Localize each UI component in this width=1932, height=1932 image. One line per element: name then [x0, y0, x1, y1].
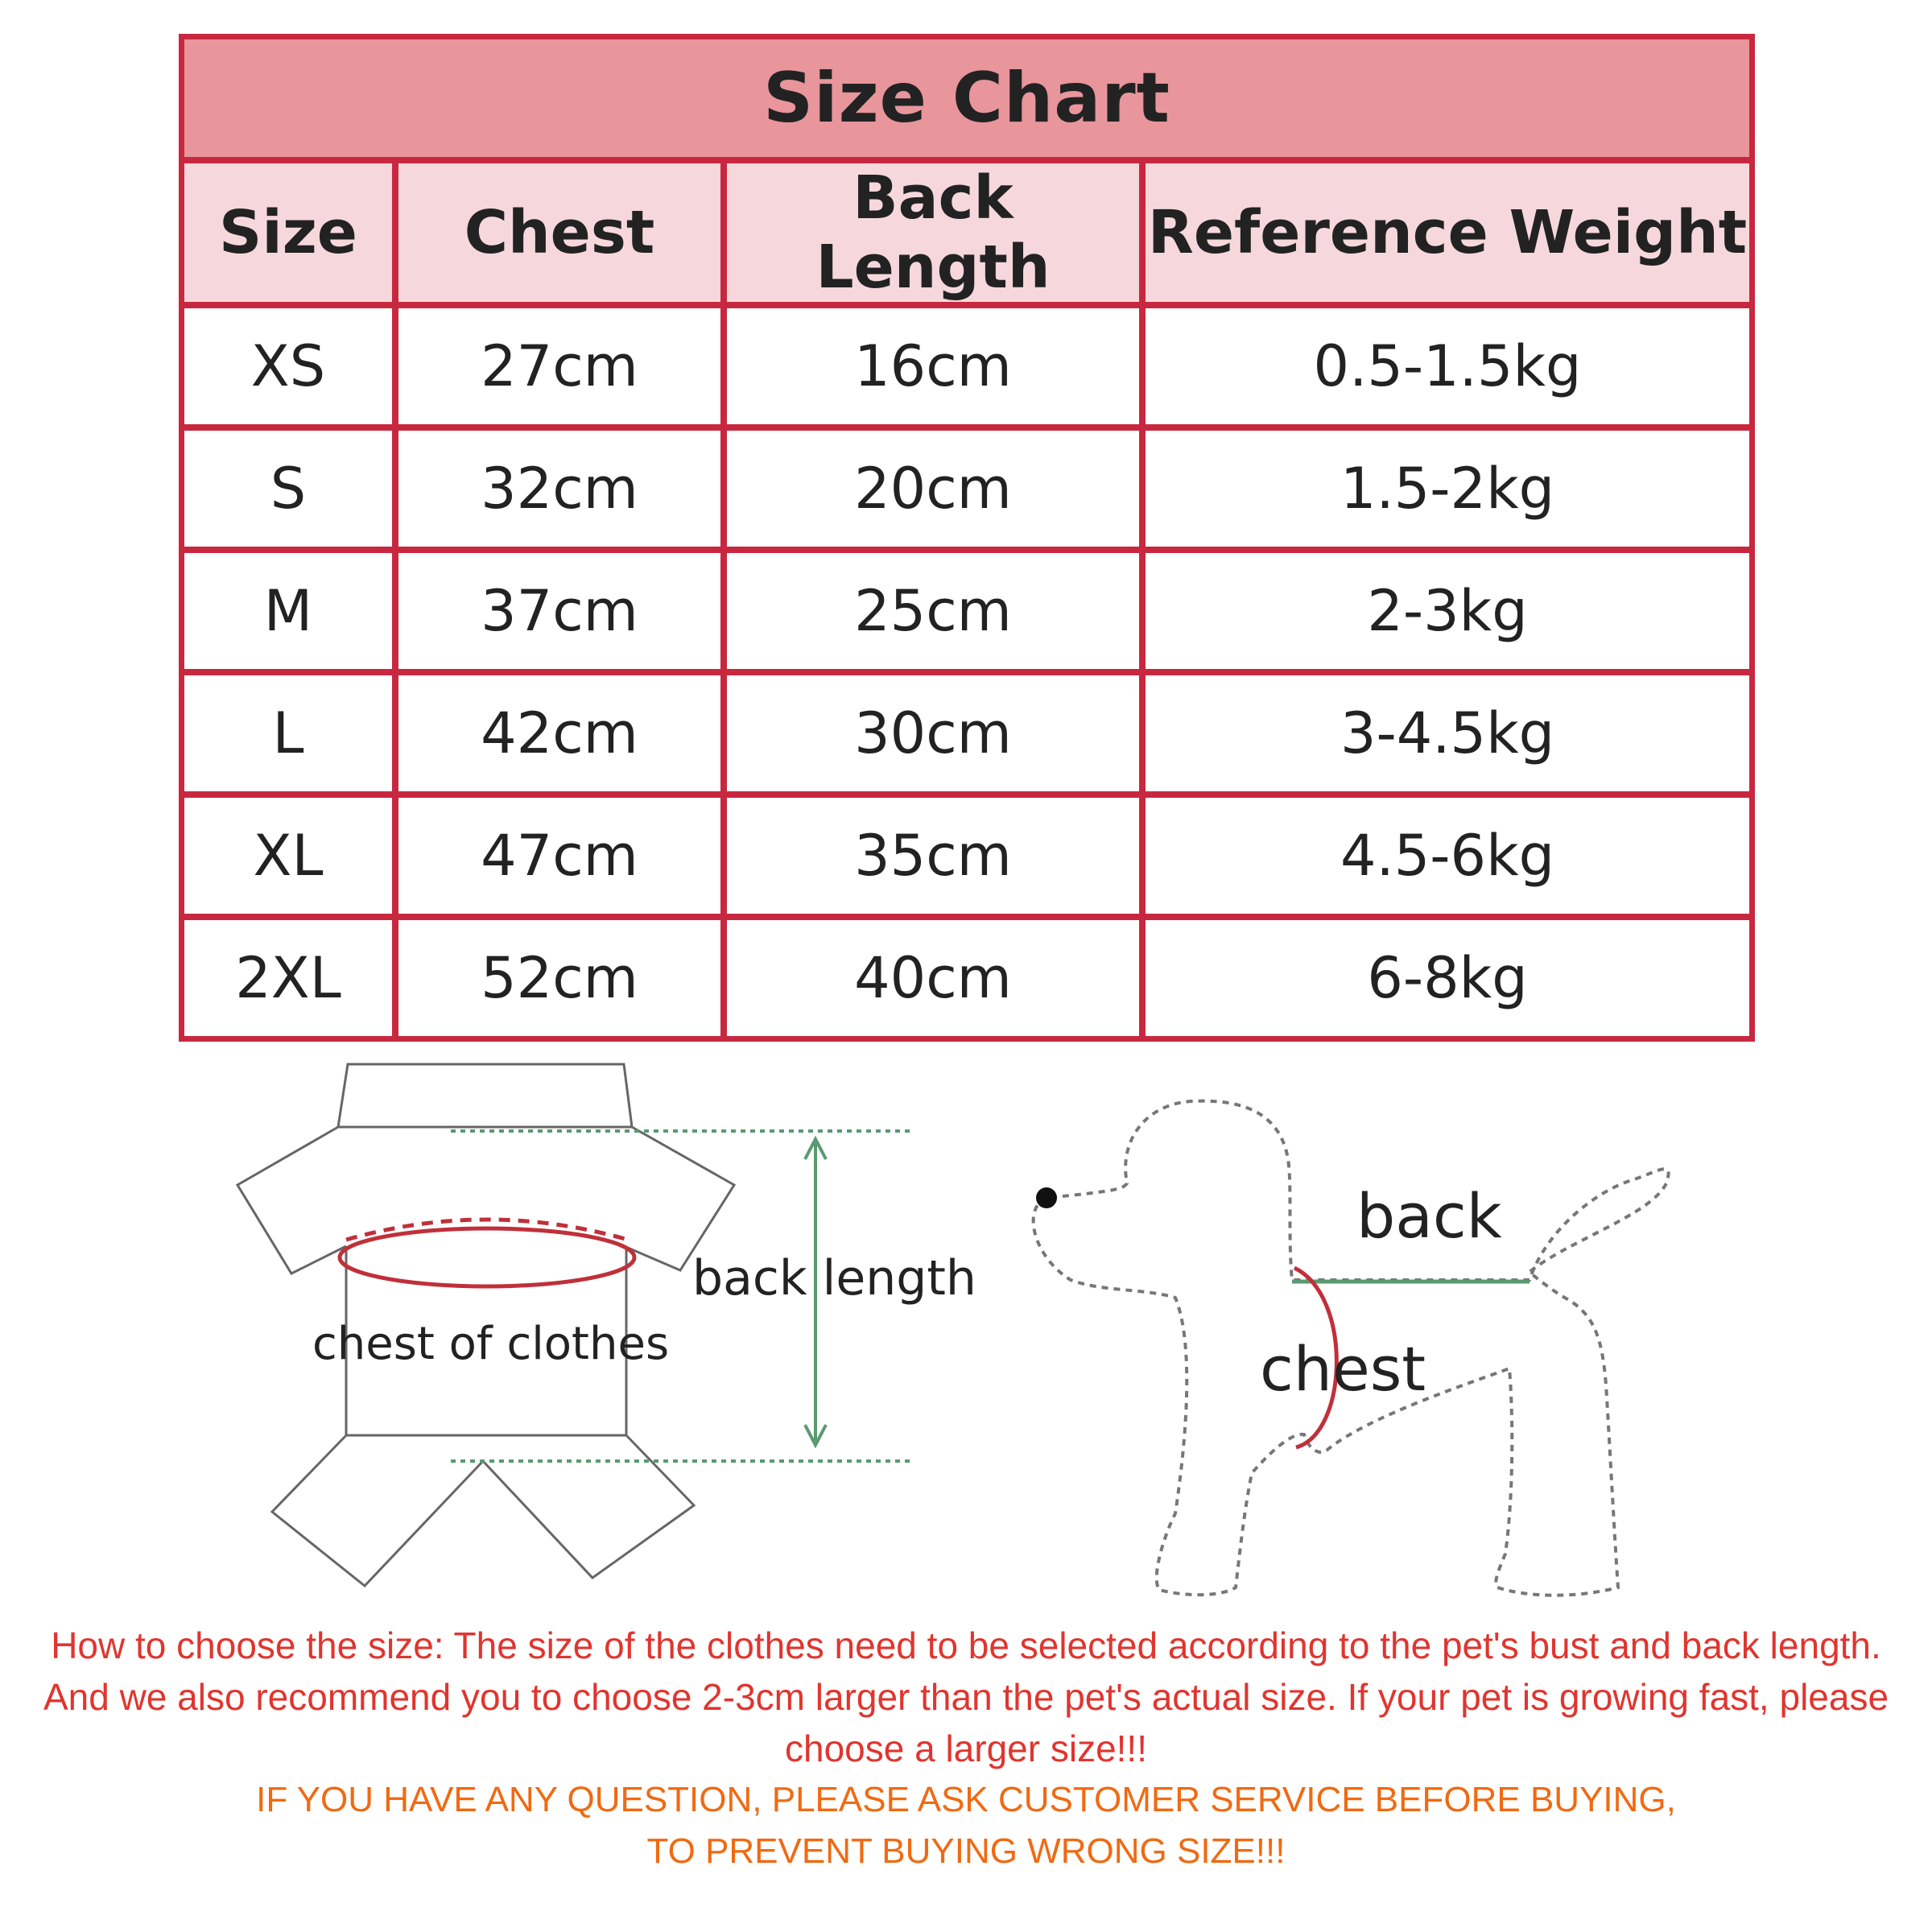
how-to-choose-text: How to choose the size: The size of the clothes need to be selected according to the pet's bust and back length. And we also recommend you to choose 2-3cm larger than the pet's actual size. If your pet is growing fast, please choose a larger size!!!	[43, 1624, 1889, 1769]
cell-size: XL	[184, 798, 398, 920]
dog-back-label: back	[1356, 1180, 1502, 1252]
cell-size: 2XL	[184, 920, 398, 1036]
cell-size: L	[184, 675, 398, 798]
cell-back-length: 40cm	[727, 920, 1146, 1036]
cell-chest: 47cm	[398, 798, 727, 920]
cell-weight: 3-4.5kg	[1146, 675, 1749, 798]
header-chest: Chest	[398, 163, 727, 308]
cell-chest: 37cm	[398, 553, 727, 675]
table-row	[184, 553, 1749, 675]
cell-weight: 0.5-1.5kg	[1146, 308, 1749, 431]
cell-chest: 32cm	[398, 431, 727, 553]
cell-back-length: 20cm	[727, 431, 1146, 553]
warning-line-2: TO PREVENT BUYING WRONG SIZE!!!	[646, 1831, 1286, 1871]
cell-chest: 52cm	[398, 920, 727, 1036]
table-row	[184, 675, 1749, 798]
table-header-row	[184, 163, 1749, 308]
cell-weight: 6-8kg	[1367, 945, 1528, 1011]
chest-of-clothes-label: chest of clothes	[312, 1318, 670, 1370]
cell-weight: 4.5-6kg	[1146, 798, 1749, 920]
table-row	[184, 920, 1749, 1036]
cell-back-length: 30cm	[727, 675, 1146, 798]
cell-size: S	[184, 431, 398, 553]
table-row	[184, 308, 1749, 431]
measurement-diagrams	[0, 1038, 1932, 1618]
garment-collar	[338, 1064, 632, 1127]
garment-left-sleeve	[237, 1127, 346, 1274]
header-reference-weight: Reference Weight	[1146, 163, 1749, 308]
header-back-length: Back Length	[727, 163, 1146, 308]
cell-back-length: 25cm	[727, 553, 1146, 675]
size-chart-title: Size Chart	[184, 39, 1749, 163]
back-length-label: back length	[692, 1250, 976, 1307]
table-row	[184, 431, 1749, 553]
cell-chest: 42cm	[398, 675, 727, 798]
cell-size: M	[184, 553, 398, 675]
cell-size: XS	[184, 308, 398, 431]
dog-nose	[1036, 1187, 1057, 1208]
size-notes	[32, 1620, 1900, 1877]
cell-weight: 1.5-2kg	[1146, 431, 1749, 553]
garment-legs	[272, 1435, 694, 1586]
cell-back-length: 16cm	[727, 308, 1146, 431]
cell-weight: 2-3kg	[1146, 553, 1749, 675]
warning-line-1: IF YOU HAVE ANY QUESTION, PLEASE ASK CUSTOMER SERVICE BEFORE BUYING,	[256, 1780, 1676, 1819]
cell-chest: 27cm	[398, 308, 727, 431]
garment-chest-ellipse	[340, 1228, 634, 1286]
cell-back-length: 35cm	[727, 798, 1146, 920]
header-size: Size	[184, 163, 398, 308]
dog-chest-label: chest	[1260, 1333, 1426, 1405]
table-row	[184, 798, 1749, 920]
garment-right-sleeve	[628, 1127, 734, 1270]
size-chart-table	[179, 34, 1755, 1042]
